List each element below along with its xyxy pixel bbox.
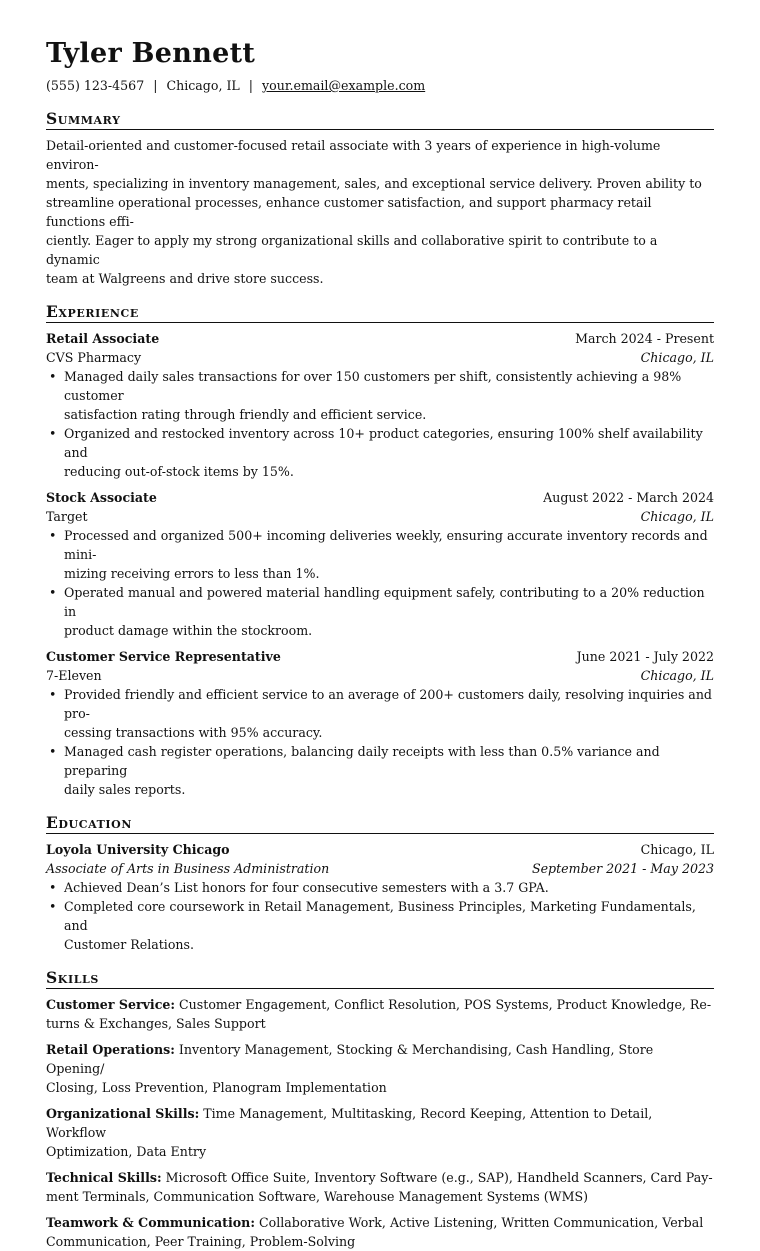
skill-label: Organizational Skills: bbox=[46, 1106, 200, 1121]
job-header bbox=[46, 488, 714, 507]
bullet-line: • Provided friendly and efficient service to an average of 200+ customers daily, resolving inquiries and pro- bbox=[64, 687, 712, 721]
job-dates: March 2024 - Present bbox=[575, 331, 714, 346]
separator: | bbox=[248, 78, 254, 93]
job-location: Chicago, IL bbox=[640, 668, 714, 683]
bullet-line: daily sales reports. bbox=[64, 782, 186, 797]
summary-line: team at Walgreens and drive store success. bbox=[46, 271, 324, 286]
bullet-item bbox=[64, 367, 714, 424]
bullet-line: Customer Relations. bbox=[64, 937, 194, 952]
bullet-line: mizing receiving errors to less than 1%. bbox=[64, 566, 320, 581]
skill-group bbox=[46, 995, 714, 1033]
bullet-item bbox=[64, 526, 714, 583]
education-bullets bbox=[46, 878, 714, 954]
email-link[interactable]: your.email@example.com bbox=[262, 78, 426, 93]
skill-line bbox=[46, 1213, 714, 1232]
job-bullets bbox=[46, 367, 714, 481]
job-role: Stock Associate bbox=[46, 490, 157, 505]
degree: Associate of Arts in Business Administration bbox=[46, 861, 330, 876]
summary-line: streamline operational processes, enhance customer satisfaction, and support pharmacy retail functions effi- bbox=[46, 195, 652, 229]
skill-text: Microsoft Office Suite, Inventory Software (e.g., SAP), Handheld Scanners, Card Pay- bbox=[165, 1170, 713, 1185]
skill-label: Teamwork & Communication: bbox=[46, 1215, 255, 1230]
job-header bbox=[46, 329, 714, 348]
job-bullets bbox=[46, 685, 714, 799]
summary-line: Detail-oriented and customer-focused retail associate with 3 years of experience in high-volume environ- bbox=[46, 138, 661, 172]
skill-text: turns & Exchanges, Sales Support bbox=[46, 1016, 266, 1031]
job-dates: June 2021 - July 2022 bbox=[576, 649, 714, 664]
bullet-line: • Operated manual and powered material handling equipment safely, contributing to a 20% reduction in bbox=[64, 585, 705, 619]
skill-label: Retail Operations: bbox=[46, 1042, 175, 1057]
education-header bbox=[46, 840, 714, 859]
skill-line bbox=[46, 995, 714, 1014]
job-location: Chicago, IL bbox=[640, 509, 714, 524]
school-location: Chicago, IL bbox=[640, 842, 714, 857]
skill-text: Collaborative Work, Active Listening, Written Communication, Verbal bbox=[259, 1215, 704, 1230]
phone: (555) 123-4567 bbox=[46, 78, 145, 93]
job-role: Retail Associate bbox=[46, 331, 160, 346]
skill-text: Customer Engagement, Conflict Resolution, POS Systems, Product Knowledge, Re- bbox=[179, 997, 712, 1012]
skill-text: Communication, Peer Training, Problem-Solving bbox=[46, 1234, 356, 1249]
bullet-line: satisfaction rating through friendly and efficient service. bbox=[64, 407, 427, 422]
separator: | bbox=[153, 78, 158, 93]
job-entry bbox=[46, 488, 714, 640]
job-header bbox=[46, 647, 714, 666]
job-entry bbox=[46, 647, 714, 799]
candidate-name: Tyler Bennett bbox=[46, 38, 256, 69]
bullet-item bbox=[64, 878, 714, 897]
skill-group bbox=[46, 1213, 714, 1251]
skill-line bbox=[46, 1104, 714, 1142]
education-dates: September 2021 - May 2023 bbox=[531, 861, 714, 876]
job-entry bbox=[46, 329, 714, 481]
skill-text: Closing, Loss Prevention, Planogram Implementation bbox=[46, 1080, 387, 1095]
job-dates: August 2022 - March 2024 bbox=[543, 490, 714, 505]
summary-line: ciently. Eager to apply my strong organizational skills and collaborative spirit to contribute to a dynamic bbox=[46, 233, 658, 267]
school-name: Loyola University Chicago bbox=[46, 842, 230, 857]
job-subheader bbox=[46, 507, 714, 526]
skill-text: ment Terminals, Communication Software, Warehouse Management Systems (WMS) bbox=[46, 1189, 589, 1204]
bullet-item bbox=[64, 424, 714, 481]
job-subheader bbox=[46, 666, 714, 685]
bullet-line: • Achieved Dean’s List honors for four consecutive semesters with a 3.7 GPA. bbox=[64, 880, 549, 895]
bullet-line: • Completed core coursework in Retail Management, Business Principles, Marketing Fundamentals, and bbox=[64, 899, 696, 933]
education-entry bbox=[46, 840, 714, 954]
skill-text: Inventory Management, Stocking & Merchandising, Cash Handling, Store Opening/ bbox=[46, 1042, 654, 1076]
bullet-line: • Managed daily sales transactions for over 150 customers per shift, consistently achieving a 98% customer bbox=[64, 369, 682, 403]
skill-label: Technical Skills: bbox=[46, 1170, 162, 1185]
job-company: Target bbox=[46, 509, 88, 524]
contact-line bbox=[46, 77, 714, 95]
job-company: 7-Eleven bbox=[46, 668, 102, 683]
bullet-item bbox=[64, 583, 714, 640]
education-subheader bbox=[46, 859, 714, 878]
bullet-item bbox=[64, 897, 714, 954]
skill-text: Optimization, Data Entry bbox=[46, 1144, 207, 1159]
bullet-item bbox=[64, 685, 714, 742]
skill-group bbox=[46, 1104, 714, 1161]
job-subheader bbox=[46, 348, 714, 367]
skill-line bbox=[46, 1040, 714, 1078]
job-location: Chicago, IL bbox=[640, 350, 714, 365]
job-bullets bbox=[46, 526, 714, 640]
skill-group bbox=[46, 1168, 714, 1206]
bullet-line: product damage within the stockroom. bbox=[64, 623, 313, 638]
skill-label: Customer Service: bbox=[46, 997, 176, 1012]
bullet-line: • Processed and organized 500+ incoming deliveries weekly, ensuring accurate inventory records and mini- bbox=[64, 528, 708, 562]
bullet-line: cessing transactions with 95% accuracy. bbox=[64, 725, 323, 740]
bullet-line: • Organized and restocked inventory across 10+ product categories, ensuring 100% shelf availability and bbox=[64, 426, 703, 460]
bullet-item bbox=[64, 742, 714, 799]
bullet-line: • Managed cash register operations, balancing daily receipts with less than 0.5% variance and preparing bbox=[64, 744, 660, 778]
job-role: Customer Service Representative bbox=[46, 649, 281, 664]
location: Chicago, IL bbox=[166, 78, 240, 93]
skill-line bbox=[46, 1168, 714, 1187]
skill-group bbox=[46, 1040, 714, 1097]
summary-line: ments, specializing in inventory management, sales, and exceptional service delivery. Proven ability to bbox=[46, 176, 702, 191]
job-company: CVS Pharmacy bbox=[46, 350, 142, 365]
skill-text: Time Management, Multitasking, Record Keeping, Attention to Detail, Workflow bbox=[46, 1106, 653, 1140]
summary-text bbox=[46, 136, 714, 288]
section-title-summary: Summary bbox=[46, 109, 714, 130]
bullet-line: reducing out-of-stock items by 15%. bbox=[64, 464, 294, 479]
section-title-education: Education bbox=[46, 813, 714, 834]
section-title-skills: Skills bbox=[46, 968, 714, 989]
section-title-experience: Experience bbox=[46, 302, 714, 323]
